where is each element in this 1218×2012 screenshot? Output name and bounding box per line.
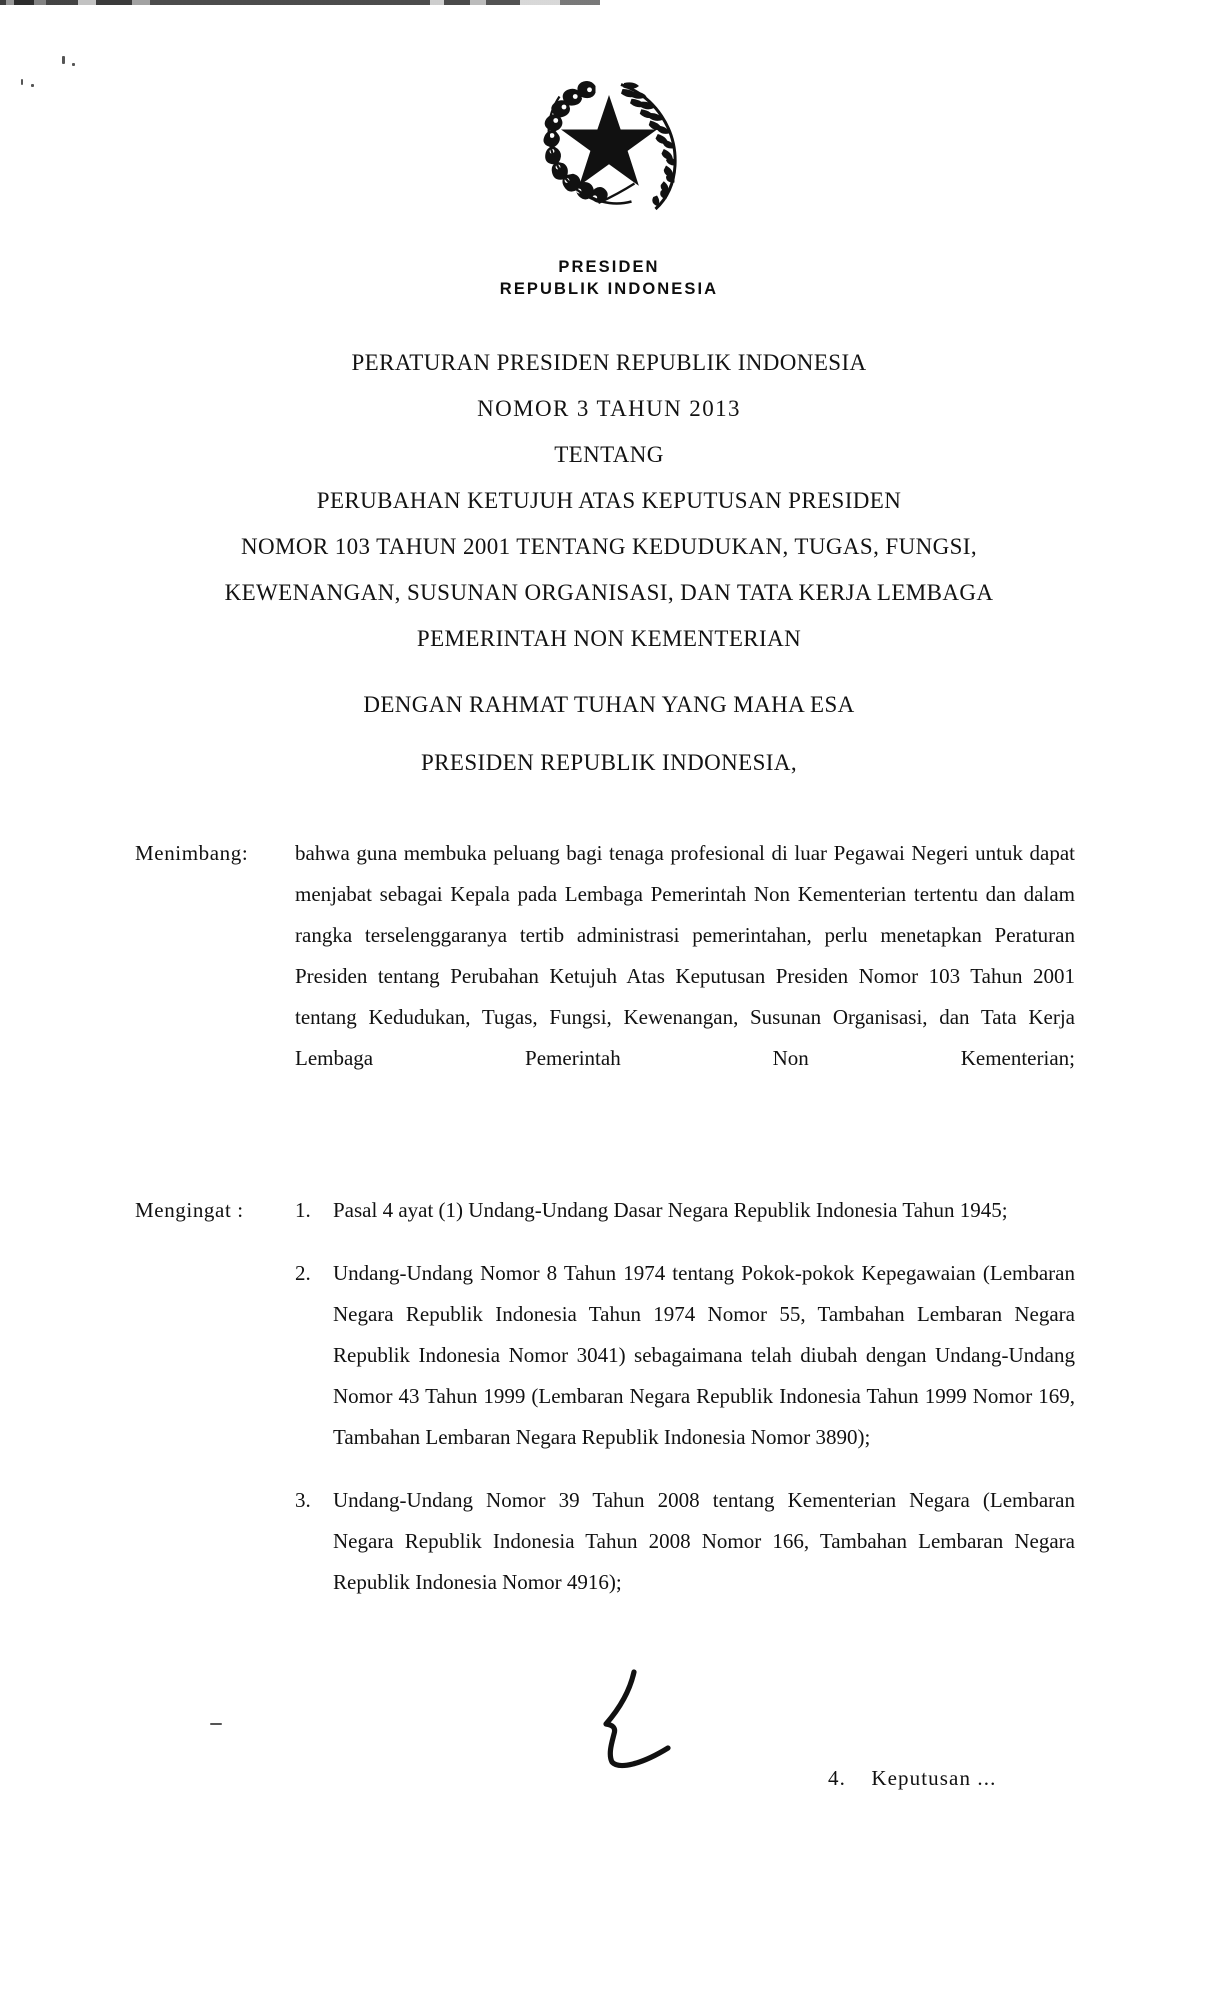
- considerations-section: [135, 833, 1075, 1079]
- subject-line-2: NOMOR 103 TAHUN 2001 TENTANG KEDUDUKAN, TUGAS, FUNGSI,: [240, 534, 978, 559]
- about-label: TENTANG: [554, 442, 664, 467]
- list-item-number: 1.: [295, 1198, 311, 1222]
- list-item-text: Pasal 4 ayat (1) Undang-Undang Dasar Negara Republik Indonesia Tahun 1945;: [333, 1198, 1008, 1222]
- regulation-number-title: NOMOR 3 TAHUN 2013: [477, 396, 741, 421]
- regulation-type-title: PERATURAN PRESIDEN REPUBLIK INDONESIA: [351, 350, 867, 375]
- subject-line-3: KEWENANGAN, SUSUNAN ORGANISASI, DAN TATA KERJA LEMBAGA: [224, 580, 994, 605]
- considerations-text: bahwa guna membuka peluang bagi tenaga profesional di luar Pegawai Negeri untuk dapat menjabat sebagai Kepala pada Lembaga Pemerintah Non Kementerian tertentu dan dalam rangka terselenggaranya tertib administrasi pemerintahan, perlu menetapkan Peraturan Presiden tentang Perubahan Ketujuh Atas Keputusan Presiden Nomor 103 Tahun 2001 tentang Kedudukan, Tugas, Fungsi, Kewenangan, Susunan Organisasi, dan Tata Kerja Lembaga Pemerintah Non Kementerian;: [295, 841, 1075, 1070]
- subject-line-4: PEMERINTAH NON KEMENTERIAN: [416, 626, 802, 651]
- list-item: [295, 1190, 1075, 1231]
- legal-basis-list-container: [295, 1190, 1075, 1603]
- invocation-line: DENGAN RAHMAT TUHAN YANG MAHA ESA: [363, 692, 855, 717]
- list-item-number: 2.: [295, 1261, 311, 1285]
- list-item: [295, 1253, 1075, 1458]
- handwritten-initial-mark: [572, 1668, 692, 1788]
- letterhead-line-republik-indonesia: REPUBLIK INDONESIA: [499, 280, 719, 298]
- indonesian-presidential-emblem-icon: [525, 62, 693, 212]
- list-item-text: Undang-Undang Nomor 39 Tahun 2008 tentang Kementerian Negara (Lembaran Negara Republik Indonesia Tahun 2008 Nomor 166, Tambahan Lembaran Negara Republik Indonesia Nomor 4916);: [333, 1488, 1075, 1594]
- letterhead: [0, 256, 1218, 300]
- authority-line: PRESIDEN REPUBLIK INDONESIA,: [420, 750, 797, 775]
- list-item-number: 3.: [295, 1488, 311, 1512]
- letterhead-line-presiden: PRESIDEN: [558, 258, 660, 276]
- legal-basis-row: [135, 1190, 1075, 1603]
- subject-line-1: PERUBAHAN KETUJUH ATAS KEPUTUSAN PRESIDEN: [316, 488, 902, 513]
- legal-basis-section: [135, 1190, 1075, 1603]
- legal-basis-list: [295, 1190, 1075, 1603]
- footer-catchword: 4. Keputusan ...: [828, 1766, 997, 1790]
- list-item: [295, 1480, 1075, 1603]
- list-item-text: Undang-Undang Nomor 8 Tahun 1974 tentang Pokok-pokok Kepegawaian (Lembaran Negara Republik Indonesia Tahun 1974 Nomor 55, Tambahan Lembaran Negara Republik Indonesia Nomor 3041) sebagaimana telah diubah dengan Undang-Undang Nomor 43 Tahun 1999 (Lembaran Negara Republik Indonesia Tahun 1999 Nomor 169, Tambahan Lembaran Negara Republik Indonesia Nomor 3890);: [333, 1261, 1075, 1449]
- scan-speck: [210, 1723, 222, 1725]
- title-block: [110, 340, 1108, 786]
- scan-artifact-top-band: [0, 0, 640, 5]
- considerations-label: Menimbang:: [135, 841, 249, 865]
- emblem-container: [0, 62, 1218, 212]
- considerations-row: [135, 833, 1075, 1079]
- legal-basis-label: Mengingat :: [135, 1198, 244, 1222]
